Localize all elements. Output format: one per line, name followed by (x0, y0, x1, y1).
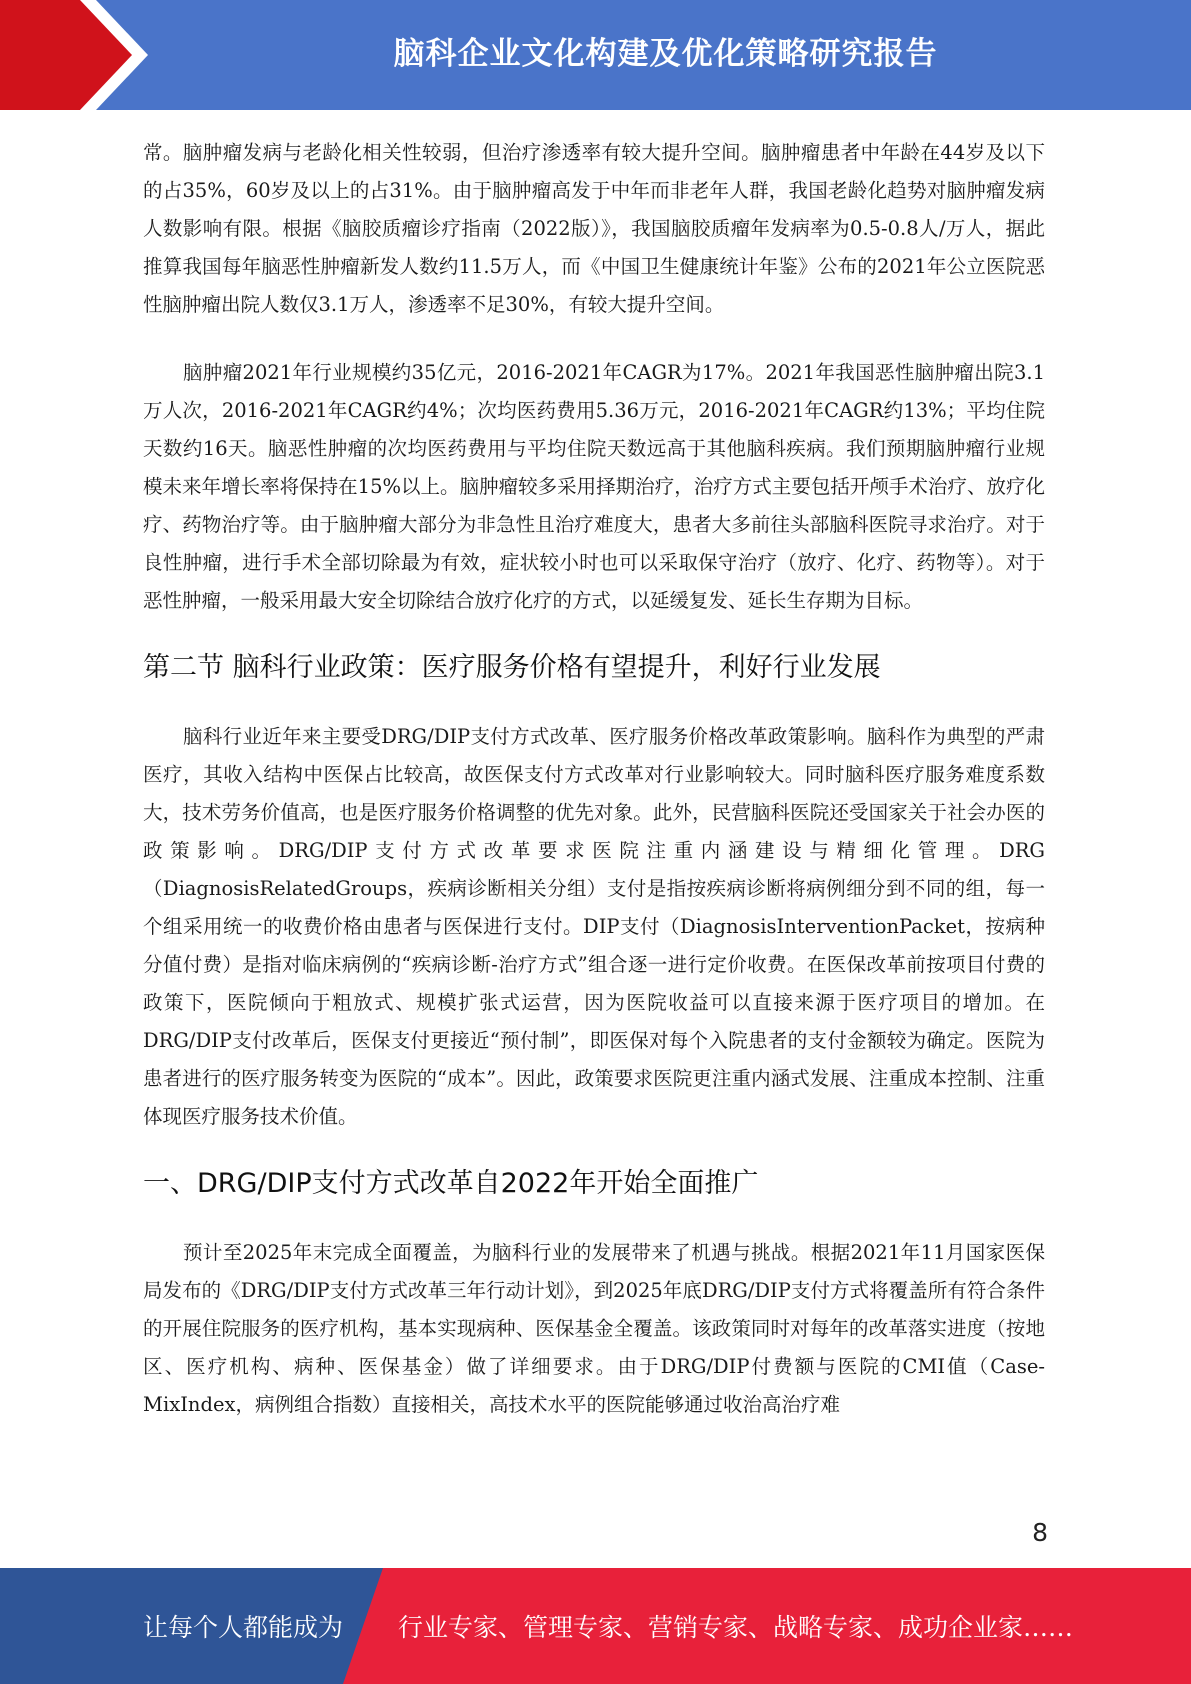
paragraph-drg-dip: 预计至2025年末完成全面覆盖，为脑科行业的发展带来了机遇与挑战。根据2021年11月国家医保局发布的《DRG/DIP支付方式改革三年行动计划》，到2025年底DRG/DIP支付方式将覆盖所有符合条件的开展住院服务的医疗机构，基本实现病种、医保基金全覆盖。该政策同时对每年的改革落实进度（按地区、医疗机构、病种、医保基金）做了详细要求。由于DRG/DIP付费额与医院的CMI值（Case-MixIndex，病例组合指数）直接相关，高技术水平的医院能够通过收治高治疗难 (143, 1241, 1045, 1416)
footer-slogan-left: 让每个人都能成为 (143, 1613, 344, 1642)
footer-banner (0, 1568, 1191, 1684)
paragraph-policy: 脑科行业近年来主要受DRG/DIP支付方式改革、医疗服务价格改革政策影响。脑科作为典型的严肃医疗，其收入结构中医保占比较高，故医保支付方式改革对行业影响较大。同时脑科医疗服务难度系数大，技术劳务价值高，也是医疗服务价格调整的优先对象。此外，民营脑科医院还受国家关于社会办医的政策影响。DRG/DIP支付方式改革要求医院注重内涵建设与精细化管理。DRG（DiagnosisRelatedGroups，疾病诊断相关分组）支付是指按疾病诊断将病例细分到不同的组，每一个组采用统一的收费价格由患者与医保进行支付。DIP支付（DiagnosisInterventionPacket，按病种分值付费）是指对临床病例的“疾病诊断-治疗方式”组合逐一进行定价收费。在医保改革前按项目付费的政策下，医院倾向于粗放式、规模扩张式运营，因为医院收益可以直接来源于医疗项目的增加。在DRG/DIP支付改革后，医保支付更接近“预付制”，即医保对每个入院患者的支付金额较为确定。医院为患者进行的医疗服务转变为医院的“成本”。因此，政策要求医院更注重内涵式发展、注重成本控制、注重体现医疗服务技术价值。 (143, 725, 1045, 1128)
subsection-heading: 一、DRG/DIP支付方式改革自2022年开始全面推广 (143, 1168, 759, 1199)
paragraph-brain-tumor-market: 脑肿瘤2021年行业规模约35亿元，2016-2021年CAGR为17%。2021年我国恶性脑肿瘤出院3.1万人次，2016-2021年CAGR约4%；次均医药费用5.36万元，2016-2021年CAGR约13%；平均住院天数约16天。脑恶性肿瘤的次均医药费用与平均住院天数远高于其他脑科疾病。我们预期脑肿瘤行业规模未来年增长率将保持在15%以上。脑肿瘤较多采用择期治疗，治疗方式主要包括开颅手术治疗、放疗化疗、药物治疗等。由于脑肿瘤大部分为非急性且治疗难度大，患者大多前往头部脑科医院寻求治疗。对于良性肿瘤，进行手术全部切除最为有效，症状较小时也可以采取保守治疗（放疗、化疗、药物等）。对于恶性肿瘤，一般采用最大安全切除结合放疗化疗的方式，以延缓复发、延长生存期为目标。 (143, 361, 1045, 612)
section-heading: 第二节 脑科行业政策：医疗服务价格有望提升，利好行业发展 (143, 652, 881, 683)
header-banner (0, 0, 1191, 110)
page-number: 8 (1032, 1518, 1048, 1547)
document-title: 脑科企业文化构建及优化策略研究报告 (393, 35, 938, 72)
footer-slogan-right: 行业专家、管理专家、营销专家、战略专家、成功企业家…… (398, 1613, 1074, 1642)
paragraph-brain-tumor-incidence: 常。脑肿瘤发病与老龄化相关性较弱，但治疗渗透率有较大提升空间。脑肿瘤患者中年龄在44岁及以下的占35%，60岁及以上的占31%。由于脑肿瘤高发于中年而非老年人群，我国老龄化趋势对脑肿瘤发病人数影响有限。根据《脑胶质瘤诊疗指南（2022版）》，我国脑胶质瘤年发病率为0.5-0.8人/万人，据此推算我国每年脑恶性肿瘤新发人数约11.5万人，而《中国卫生健康统计年鉴》公布的2021年公立医院恶性脑肿瘤出院人数仅3.1万人，渗透率不足30%，有较大提升空间。 (143, 141, 1045, 316)
page-content (143, 134, 1045, 1424)
